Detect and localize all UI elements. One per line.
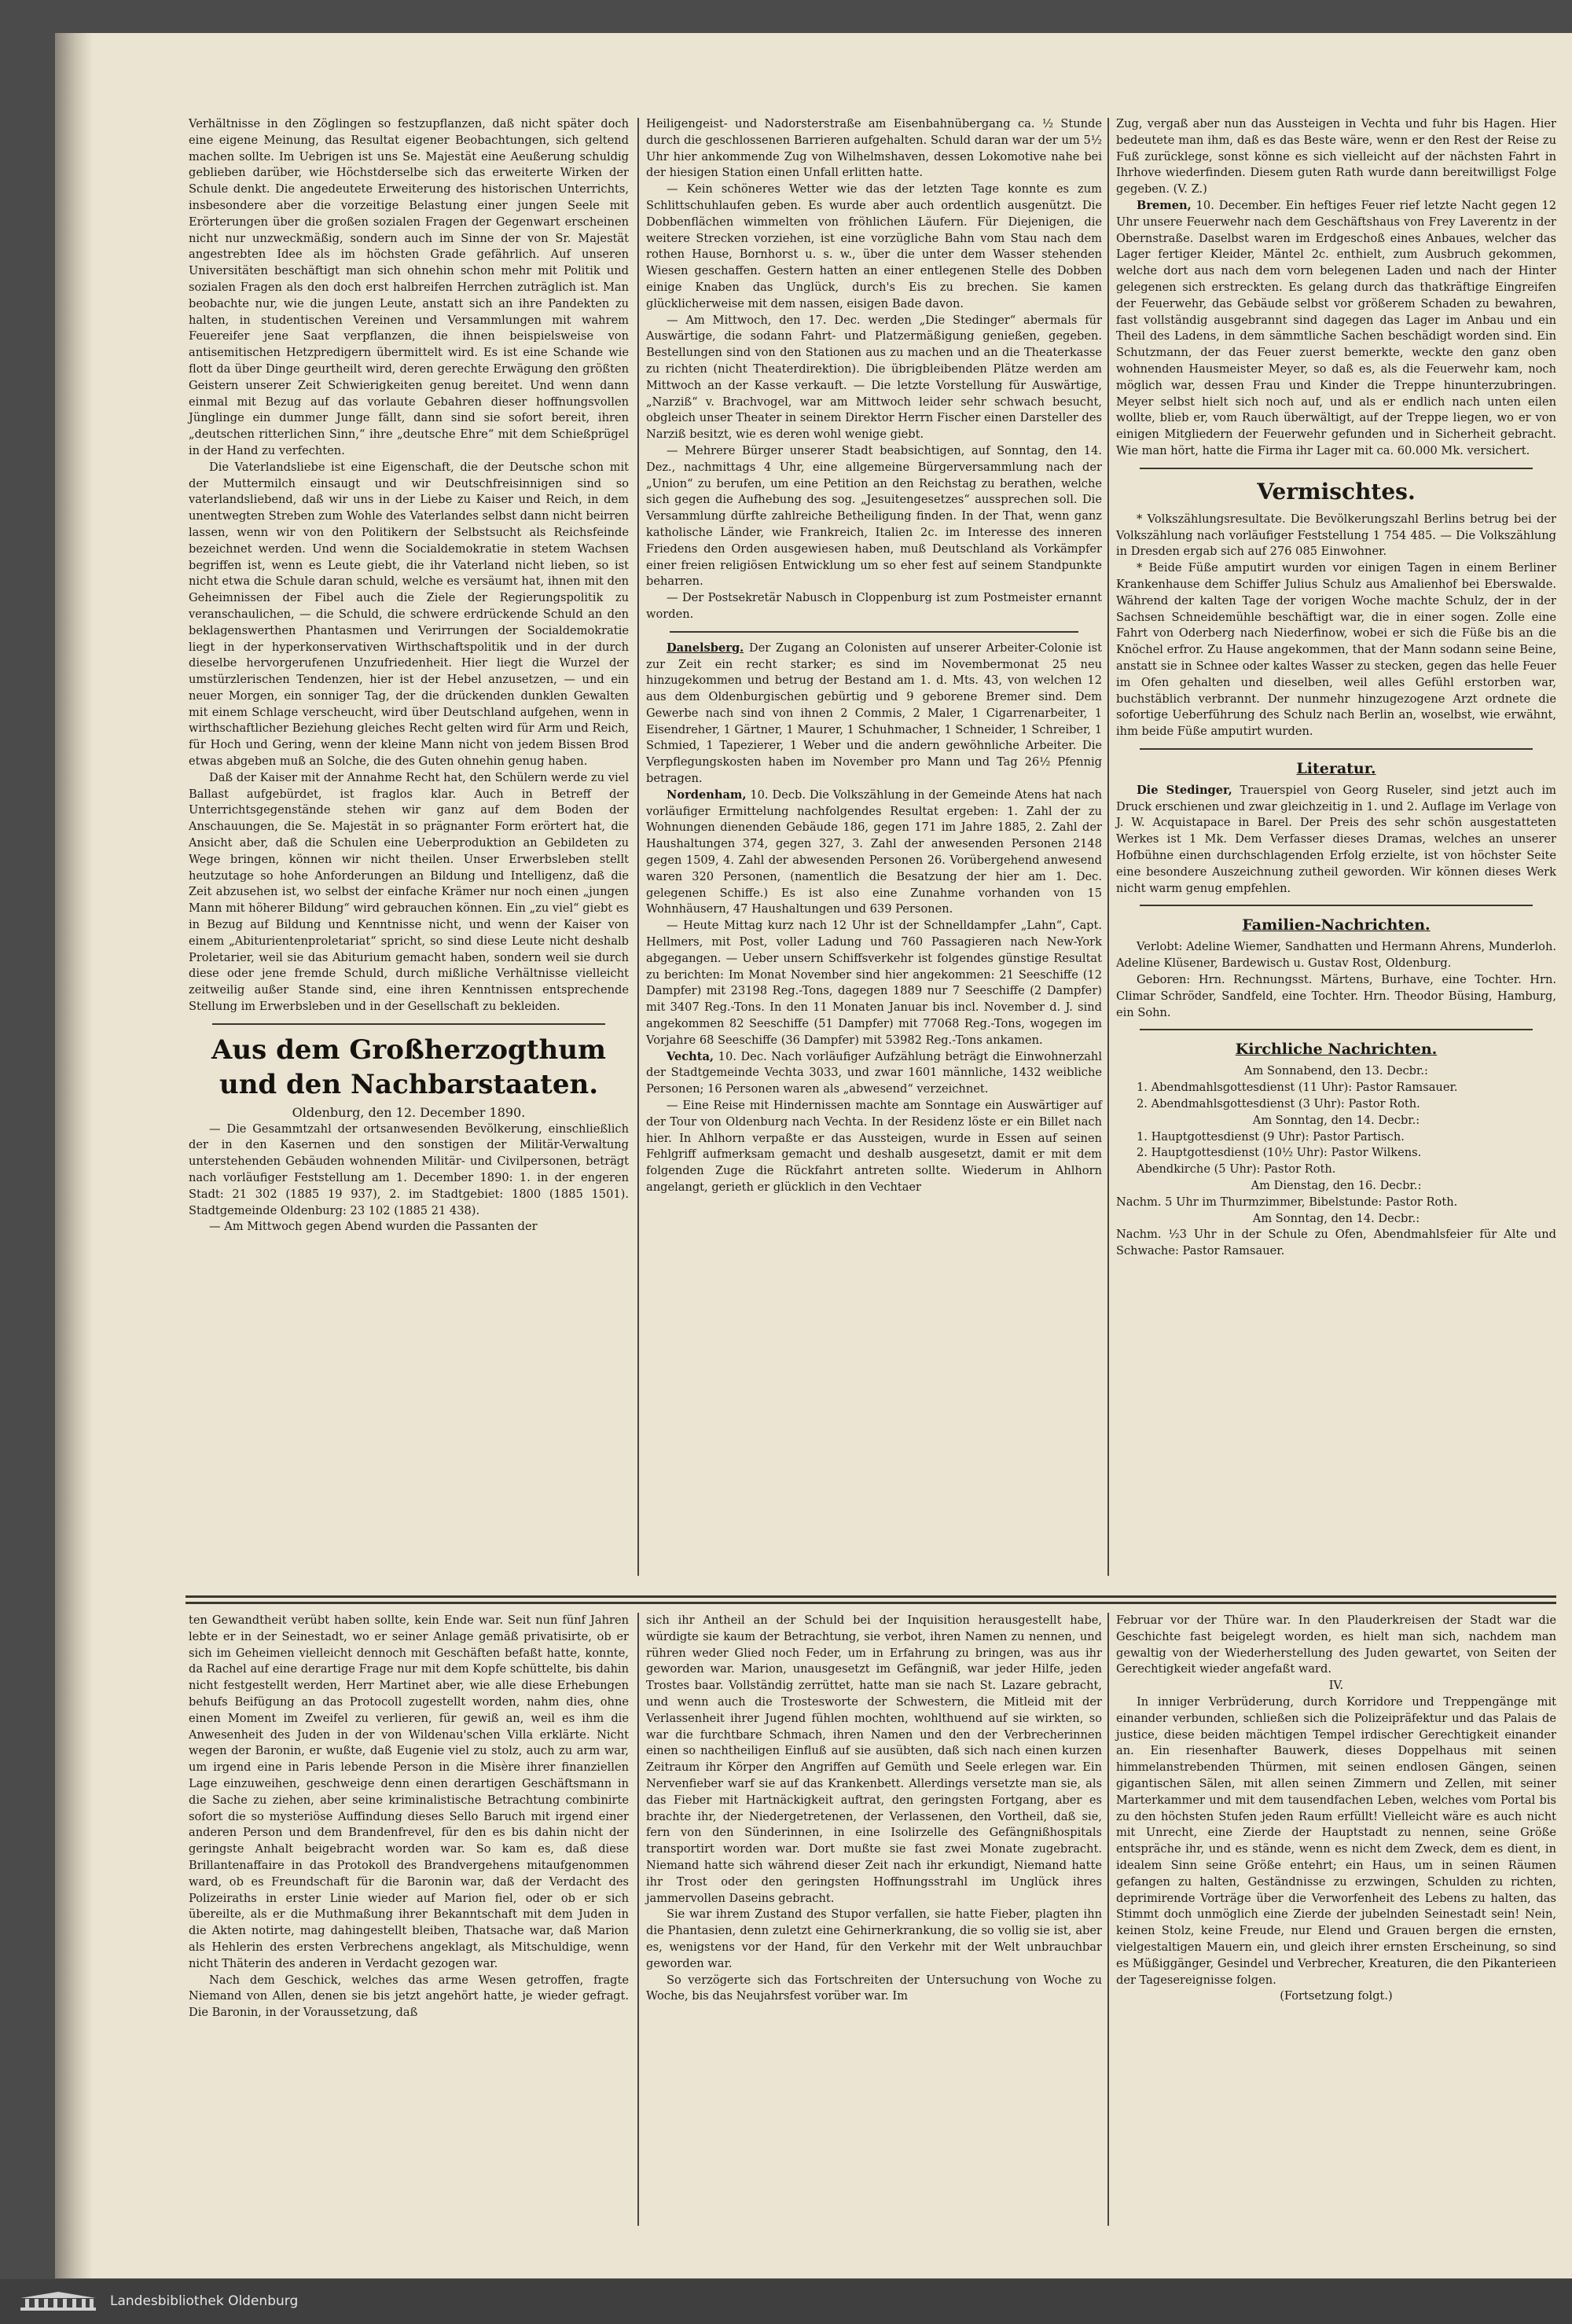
feuilleton-column-3 <box>1116 1613 1556 2005</box>
story-paragraph: Februar vor der Thüre war. In den Plauderkreisen der Stadt war die Geschichte fast beigelegt worden, es hielt man sich, nachdem man gewaltig von der Wiederherstellung des Juden gewartet, von Seiten der Gerechtigkeit wieder angefaßt ward. <box>1116 1614 1556 1676</box>
continuation-note: (Fortsetzung folgt.) <box>1280 1989 1393 2003</box>
article-paragraph: Die Vaterlandsliebe ist eine Eigenschaft, die der Deutsche schon mit der Muttermilch einsaugt und wir Deutschfreisinnigen sind so vaterlandsliebend, daß wir uns in der Liebe zu Kaiser und Reich, in dem unentwegten Streben zum Wohle des Vaterlandes selbst dann nicht beirren lassen, wenn wir von den Politikern der Selbstsucht als Reichsfeinde bezeichnet werden. Und wenn die Socialdemokratie in stetem Wachsen begriffen ist, wenn es Leute giebt, die ihr Vaterland nicht lieben, so ist nicht etwa die Schule daran schuld, welche es versäumt hat, ihnen mit den Geheimnissen der Fibel auch die Ziele der Regierungspolitik zu veranschaulichen, — die Schuld, die schwere erdrückende Schuld an den beklagenswerthen Phantasmen und Verirrungen der Socialdemokratie liegt in der hyperkonservativen Wirthschaftspolitik und in der durch dieselbe hervorgerufenen Unzufriedenheit. Hier liegt die Wurzel der umstürzlerischen Tendenzen, hier ist der Hebel anzusetzen, — und ein neuer Morgen, ein sonniger Tag, der die drückenden dunklen Gewalten mit einem Schlage verscheucht, wird über Deutschland aufgehen, wenn in wirthschaftlicher Beziehung gleiches Recht gelten wird für Arm und Reich, für Hoch und Gering, wenn der kleine Mann nicht von jedem Bissen Brod etwas abgeben muß an Solche, die des Guten ohnehin genug haben. <box>189 460 629 769</box>
article-paragraph: — Mehrere Bürger unserer Stadt beabsichtigen, auf Sonntag, den 14. Dez., nachmittags 4 Uhr, eine allgemeine Bürgerversammlung nach der „Union“ zu berufen, um eine Petition an den Reichstag zu berathen, welche sich gegen die Aufhebung des sog. „Jesuitengesetzes“ aussprechen soll. Die Versammlung dürfte zahlreiche Betheiligung finden. In der That, wenn ganz katholische Länder, wie Frankreich, Italien 2c. im Interesse des inneren Friedens den Orden ausgewiesen haben, muß Deutschland als Vorkämpfer einer freien religiösen Entwicklung um so eher fest auf seinem Standpunkte beharren. <box>646 443 1102 589</box>
book-title: Die Stedinger, <box>1137 783 1232 797</box>
article-text: 10. Decb. Die Volkszählung in der Gemeinde Atens hat nach vorläufiger Ermittelung nachfolgendes Resultat ergeben: 1. Zahl der zu Wohnungen dienenden Gebäude 186, gegen 171 im Jahre 1885, 2. Zahl der Haushaltungen 374, gegen 327, 3. Zahl der anwesenden Personen 2148 gegen 1509, 4. Zahl der abwesenden Personen 26. Vorübergehend anwesend waren 320 Personen, (namentlich die Besatzung der hier am 1. Dec. gelegenen Schiffe.) Es ist also eine Zunahme vorhanden von 15 Wohnhäusern, 47 Haushaltungen und 639 Personen. <box>646 788 1102 916</box>
article-text: 10. December. Ein heftiges Feuer rief letzte Nacht gegen 12 Uhr unsere Feuerwehr nach dem Geschäftshaus von Frey Laverentz in der Obernstraße. Daselbst waren im Erdgeschoß eines Anbaues, welcher das Lager fertiger Kleider, Mäntel 2c. enthielt, zum Ausbruch gekommen, welche dort aus nach dem vorn belegenen Laden und nach der Hinter gelegenen sich erstreckten. Es gelang durch das thatkräftige Eingreifen der Feuerwehr, das Gebäude selbst vor größerem Schaden zu bewahren, fast vollständig ausgebrannt sind dagegen das Lager im Anbau und ein Theil des Ladens, in dem sämmtliche Sachen beschädigt worden sind. Ein Schutzmann, der das Feuer zuerst bemerkte, weckte den ganz oben wohnenden Hausmeister Meyer, so daß es, als die Feuerwehr kam, noch möglich war, dessen Frau und Kinder die Treppe hinunterzubringen. Meyer selbst hielt sich noch auf, und als er endlich nach unten eilen wollte, blieb er, vom Rauch überwältigt, auf der Treppe liegen, wo er von einigen Mitgliedern der Feuerwehr gefunden und in Sicherheit gebracht. Wie man hört, hatte die Firma ihr Lager mit ca. 60.000 Mk. versichert. <box>1116 198 1556 457</box>
article-paragraph: Heiligengeist- und Nadorsterstraße am Eisenbahnübergang ca. ½ Stunde durch die geschlossenen Barrieren aufgehalten. Schuld daran war der um 5½ Uhr hier ankommende Zug von Wilhelmshaven, dessen Lokomotive nahe bei der hiesigen Station einen Unfall erlitten hatte. <box>646 117 1102 180</box>
article-paragraph: * Volkszählungsresultate. Die Bevölkerungszahl Berlins betrug bei der Volkszählung nach vorläufiger Feststellung 1 754 485. — Die Volkszählung in Dresden ergab sich auf 276 085 Einwohner. <box>1116 512 1556 559</box>
article-paragraph: — Der Postsekretär Nabusch in Cloppenburg ist zum Postmeister ernannt worden. <box>646 591 1102 621</box>
section-divider <box>1140 468 1533 469</box>
article-paragraph <box>646 788 1102 918</box>
column-rule <box>1107 118 1109 1576</box>
church-notice: 1. Abendmahlsgottesdienst (11 Uhr): Pastor Ramsauer. <box>1137 1081 1458 1095</box>
section-heading: Literatur. <box>1296 759 1376 777</box>
feuilleton-rule <box>185 1595 1556 1598</box>
story-paragraph: Sie war ihrem Zustand des Stupor verfallen, sie hatte Fieber, plagten ihn die Phantasien, denn zuletzt eine Gehirnerkrankung, die so vollig sie ist, aber es, wenigstens vor der Hand, für den Verkehr mit der Welt unbrauchbar geworden war. <box>646 1907 1102 1970</box>
church-notice: 2. Abendmahlsgottesdienst (3 Uhr): Pastor Roth. <box>1137 1097 1420 1111</box>
church-notice: Am Sonnabend, den 13. Decbr.: <box>1244 1064 1428 1078</box>
column-rule <box>637 1613 639 2226</box>
column-rule <box>637 118 639 1576</box>
column-1 <box>189 116 629 1235</box>
place-name: Vechta, <box>667 1049 714 1063</box>
section-heading: Kirchliche Nachrichten. <box>1235 1041 1438 1059</box>
church-notice: Abendkirche (5 Uhr): Pastor Roth. <box>1137 1162 1336 1177</box>
article-text: Der Zugang an Colonisten auf unserer Arbeiter-Colonie ist zur Zeit ein recht starker; es sind im Novembermonat 25 neu hinzugekommen und betrug der Bestand am 1. d. Mts. 43, von welchen 12 aus dem Oldenburgischen gebürtig und 9 geborene Bremer sind. Dem Gewerbe nach sind von ihnen 2 Commis, 2 Maler, 1 Cigarrenarbeiter, 1 Eisendreher, 1 Gärtner, 1 Maurer, 1 Schuhmacher, 1 Schneider, 1 Schreiber, 1 Schmied, 1 Tapezierer, 1 Weber und die andern gewöhnliche Arbeiter. Die Verpflegungskosten haben im November pro Mann und Tag 26½ Pfennig betragen. <box>646 641 1102 786</box>
article-paragraph: — Kein schöneres Wetter wie das der letzten Tage konnte es zum Schlittschuhlaufen geben. Es wurde aber auch ordentlich ausgenützt. Die Dobbenflächen wimmelten von fröhlichen Läufern. Für Diejenigen, die weitere Strecken vorziehen, ist eine vorzügliche Bahn vom Stau nach dem rothen Hause, Bornhorst u. s. w., über die unter dem Wasser stehenden Wiesen geschaffen. Gestern hatten an einer entlegenen Stelle des Dobben einige Knaben das Unglück, durch's Eis zu brechen. Sie kamen glücklicherweise mit dem nassen, eisigen Bade davon. <box>646 182 1102 310</box>
feuilleton-rule <box>185 1602 1556 1604</box>
article-paragraph <box>1116 198 1556 460</box>
article-paragraph: — Am Mittwoch gegen Abend wurden die Passanten der <box>209 1220 538 1234</box>
section-divider <box>1140 905 1533 906</box>
article-paragraph <box>1116 783 1556 898</box>
library-name[interactable]: Landesbibliothek Oldenburg <box>110 2293 299 2309</box>
section-heading: Aus dem Großherzogthum und den Nachbarstaaten. <box>211 1034 606 1100</box>
article-paragraph: — Eine Reise mit Hindernissen machte am Sonntage ein Auswärtiger auf der Tour von Oldenburg nach Vechta. In der Residenz löste er ein Billet nach hier. In Ahlhorn verpaßte er das Aussteigen, wurde in Essen auf seinen Fehlgriff aufmerksam gemacht und deshalb ausgesetzt, damit er mit dem folgenden Zuge die Rückfahrt antreten sollte. Wiederum in Ahlhorn angelangt, gerieth er glücklich in den Vechtaer <box>646 1099 1102 1194</box>
story-paragraph: ten Gewandtheit verübt haben sollte, kein Ende war. Seit nun fünf Jahren lebte er in der Seinestadt, wo er seiner Anlage gemäß privatisirte, ob er sich im Geheimen vielleicht dennoch mit Geschäften befaßt hatte, konnte, da Rachel auf eine derartige Frage nur mit dem Kopfe schüttelte, bis dahin nicht festgestellt werden, Herr Martinet aber, wie alle diese Erhebungen behufs Beifügung an das Protocoll zugestellt worden, nahm dies, ohne einen Moment im Zweifel zu verlieren, für gewiß an, weil es ihm die Anwesenheit des Juden in der von Wildenau'schen Villa erklärte. Nicht wegen der Baronin, er wußte, daß Eugenie viel zu stolz, auch zu arm war, um irgend eine in Paris lebende Person in die Misère ihrer finanziellen Lage einzuweihen, geschweige denn einen derartigen Geschäftsmann in die Sache zu ziehen, aber seine kriminalistische Betrachtung combinirte sofort die so mysteriöse Auffindung dieses Sello Baruch mit irgend einer anderen Person und dem Brandenfrevel, für den es bis dahin nicht der geringste Anhalt beigebracht worden war. So kam es, daß diese Brillantenaffaire in das Protokoll des Brandvergehens mitaufgenommen ward, ob es Freundschaft für die Baronin war, daß der Verdacht des Polizeiraths in erster Linie wieder auf Marion fiel, oder ob er sich übereilte, als er die Muthmaßung ihrer Bekanntschaft mit dem Juden in die Akten notirte, mag dahingestellt bleiben, Thatsache war, daß Marion als Hehlerin des ersten Verbrechens angeklagt, als Mitschuldige, wenn nicht Thäterin des anderen in Verdacht gezogen war. <box>189 1614 629 1970</box>
article-paragraph: Daß der Kaiser mit der Annahme Recht hat, den Schülern werde zu viel Ballast aufgebürdet, ist fraglos klar. Auch in Betreff der Unterrichtsgegenstände stehen wir ganz auf dem Boden der Anschauungen, die Se. Majestät in so prägnanter Form erörtert hat, die Ansicht aber, daß die Schulen eine Ueberproduktion an Gebildeten zu Wege bringen, können wir nicht theilen. Unser Erwerbsleben stellt heutzutage so hohe Anforderungen an Bildung und Intelligenz, daß die Zeit abzusehen ist, wo selbst der einfache Krämer nur noch einen „jungen Mann mit höherer Bildung“ wird gebrauchen können. Ein „zu viel“ giebt es in Bezug auf Bildung und Kenntnisse nicht, und wenn der Kaiser von einem „Abiturientenproletariat“ spricht, so sind diese Leute nicht deshalb Proletarier, weil sie das Abiturium gemacht haben, sondern weil sie durch diese oder jene fremde Schuld, durch mißliche Verhältnisse vielleicht zeitweilig außer Stande sind, eine ihren Kenntnissen entsprechende Stellung im Erwerbsleben und in der Gesellschaft zu bekleiden. <box>189 770 629 1014</box>
section-divider <box>670 631 1078 633</box>
viewer-footer <box>0 2279 1572 2324</box>
place-name: Danelsberg. <box>667 641 744 655</box>
feuilleton-column-2 <box>646 1613 1102 2005</box>
story-paragraph: sich ihr Antheil an der Schuld bei der Inquisition herausgestellt habe, würdigte sie kaum der Betrachtung, sie verbot, ihren Namen zu nennen, und rühren weder Glied noch Feder, um in Erfahrung zu bringen, was aus ihr geworden war. Marion, unausgesetzt im Gefängniß, war jeder Hilfe, jeden Trostes baar. Vollständig zerrüttet, hatte man sie nach St. Lazare gebracht, und wenn auch die Trostesworte der Schwestern, die Mitleid mit der Verlassenheit ihrer Jugend fühlen mochten, wohlthuend auf sie wirkten, so war die furchtbare Schmach, ihren Namen und den der Verbrecherinnen einen so nachtheiligen Einfluß auf sie ausübten, daß sich nach einen kurzen Zeitraum ihr Körper den Angriffen auf Gemüth und Seele erlegen war. Ein Nervenfieber warf sie auf das Krankenbett. Allerdings versetzte man sie, als das Fieber mit Hartnäckigkeit auftrat, den geringsten Fortgang, aber es brachte ihr, der Niedergetretenen, der Verlassenen, den Vortheil, daß sie, fern von den Sünderinnen, in eine Isolirzelle des Gefängnißhospitals transportirt worden war. Dort mußte sie fast zwei Monate zugebracht. Niemand hatte sich während dieser Zeit nach ihr erkundigt, Niemand hatte ihr Trost oder den geringsten Hoffnungsstrahl im Unglück ihres jammervollen Daseins gebracht. <box>646 1614 1102 1905</box>
section-heading: Familien-Nachrichten. <box>1242 916 1431 934</box>
chapter-number: IV. <box>1328 1679 1344 1693</box>
church-notice: Am Sonntag, den 14. Decbr.: <box>1252 1113 1420 1127</box>
article-paragraph <box>646 641 1102 788</box>
feuilleton-column-1 <box>189 1613 629 2021</box>
church-notice: Nachm. 5 Uhr im Thurmzimmer, Bibelstunde: Pastor Roth. <box>1116 1195 1458 1209</box>
article-paragraph <box>646 1049 1102 1098</box>
column-2 <box>646 116 1102 1196</box>
column-rule <box>1107 1613 1109 2226</box>
column-3 <box>1116 116 1556 1260</box>
place-name: Bremen, <box>1137 198 1192 212</box>
family-notice: Verlobt: Adeline Wiemer, Sandhatten und Hermann Ahrens, Munderloh. Adeline Klüsener, Bardewisch u. Gustav Rost, Oldenburg. <box>1116 940 1556 971</box>
article-paragraph: — Heute Mittag kurz nach 12 Uhr ist der Schnelldampfer „Lahn“, Capt. Hellmers, mit Post, voller Ladung und 760 Passagieren nach New-York abgegangen. — Ueber unsern Schiffsverkehr ist folgendes günstige Resultat zu berichten: Im Monat November sind hier angekommen: 21 Seeschiffe (12 Dampfer) mit 23198 Reg.-Tons, dagegen 1889 nur 7 Seeschiffe (2 Dampfer) mit 3407 Reg.-Tons. In den 11 Monaten Januar bis incl. November d. J. sind angekommen 82 Seeschiffe (51 Dampfer) mit 77068 Reg.-Tons, wogegen im Vorjahre 68 Seeschiffe (36 Dampfer) mit 53982 Reg.-Tons ankamen. <box>646 919 1102 1047</box>
church-notice: Nachm. ½3 Uhr in der Schule zu Ofen, Abendmahlsfeier für Alte und Schwache: Pastor Ramsauer. <box>1116 1228 1556 1258</box>
section-heading: Vermischtes. <box>1257 478 1416 505</box>
article-paragraph: * Beide Füße amputirt wurden vor einigen Tagen in einem Berliner Krankenhause dem Schiffer Julius Schulz aus Amalienhof bei Eberswalde. Während der kalten Tage der vorigen Woche machte Schulz, der in der Sachsen Schneidemühle beschäftigt war, die in einer sogen. Zolle eine Fahrt von Oderberg nach Niederfinow, wobei er sich die Füße bis an die Knöchel erfror. Zu Hause angekommen, that der Mann sodann seine Beine, anstatt sie in Schnee oder kaltes Wasser zu stecken, gegen das helle Feuer im Ofen gehalten und dieselben, weil alles Gefühl erstorben war, buchstäblich verbrannt. Der nunmehr hinzugezogene Arzt ordnete die sofortige Ueberführung des Schulz nach Berlin an, woselbst, wie erwähnt, ihm beide Füße amputirt wurden. <box>1116 561 1556 739</box>
family-notice: Geboren: Hrn. Rechnungsst. Märtens, Burhave, eine Tochter. Hrn. Climar Schröder, Sandfeld, eine Tochter. Hrn. Theodor Büsing, Hamburg, ein Sohn. <box>1116 973 1556 1019</box>
church-notice: 2. Hauptgottesdienst (10½ Uhr): Pastor Wilkens. <box>1137 1146 1422 1160</box>
page-gutter-shadow <box>55 33 93 2278</box>
article-text: Trauerspiel von Georg Ruseler, sind jetzt auch im Druck erschienen und zwar gleichzeitig in 1. und 2. Auflage im Verlage von J. W. Acquistapace in Barel. Der Preis des sehr schön ausgestatteten Werkes ist 1 Mk. Dem Verfasser dieses Dramas, welches an unserer Hofbühne einen durchschlagenden Erfolg erzielte, ist von höchster Seite eine besondere Auszeichnung zutheil geworden. Wir können dieses Werk nicht warm genug empfehlen. <box>1116 783 1556 895</box>
place-name: Nordenham, <box>667 788 747 802</box>
church-notice: 1. Hauptgottesdienst (9 Uhr): Pastor Partisch. <box>1137 1129 1405 1144</box>
section-divider <box>212 1023 605 1025</box>
story-paragraph: So verzögerte sich das Fortschreiten der Untersuchung von Woche zu Woche, bis das Neujahrsfest vorüber war. Im <box>646 1973 1102 2003</box>
article-paragraph: — Am Mittwoch, den 17. Dec. werden „Die Stedinger“ abermals für Auswärtige, die sodann Fahrt- und Platzermäßigung genießen, gegeben. Bestellungen sind von den Stationen aus zu machen und an die Theaterkasse zu richten (nicht Theaterdirektion). Die übrigbleibenden Plätze werden am Mittwoch an der Kasse verkauft. — Die letzte Vorstellung für Auswärtige, „Narziß“ v. Brachvogel, war am Mittwoch leider sehr schwach besucht, obgleich unser Theater in seinem Direktor Herrn Fischer einen Darsteller des Narziß besitzt, wie es deren wohl wenige giebt. <box>646 313 1102 442</box>
article-text: 10. Dec. Nach vorläufiger Aufzählung beträgt die Einwohnerzahl der Stadtgemeinde Vechta 3033, und zwar 1601 männliche, 1432 weibliche Personen; 16 Personen waren als „abwesend“ verzeichnet. <box>646 1049 1102 1096</box>
dateline: Oldenburg, den 12. December 1890. <box>292 1104 526 1120</box>
article-paragraph: — Die Gesammtzahl der ortsanwesenden Bevölkerung, einschließlich der in den Kasernen und den sonstigen der Militär-Verwaltung unterstehenden Gebäuden wohnenden Militär- und Civilpersonen, beträgt nach vorläufiger Feststellung am 1. December 1890: 1. in der engeren Stadt: 21 302 (1885 19 937), 2. im Stadtgebiet: 1800 (1885 1501). Stadtgemeinde Oldenburg: 23 102 (1885 21 438). <box>189 1122 629 1217</box>
section-divider <box>1140 748 1533 750</box>
section-divider <box>1140 1029 1533 1030</box>
church-notice: Am Sonntag, den 14. Decbr.: <box>1252 1211 1420 1225</box>
story-paragraph: In inniger Verbrüderung, durch Korridore und Treppengänge mit einander verbunden, schließen sich die Polizeipräfektur und das Palais de justice, diese beiden mächtigen Tempel irdischer Gerechtigkeit einander an. Ein riesenhafter Bauwerk, dieses Doppelhaus mit seinen himmelanstrebenden Thürmen, mit seinen endlosen Gängen, seinen gigantischen Sälen, mit allen seinen Zimmern und Zellen, mit seiner Marterkammer und mit dem tausendfachen Leben, welches vom Portal bis zu den höchsten Stufen jeden Raum erfüllt! Vielleicht wäre es auch nicht mit Unrecht, eine Zierde der Hauptstadt zu nennen, seine Größe entspräche ihr, und es stände, wenn es nicht dem Zweck, dem es dient, in idealem Sinn seine Größe entehrt; ein Haus, um in seinen Räumen gefangen zu halten, Geständnisse zu erzwingen, Schulden zu richten, deprimirende Vorträge über die Verworfenheit des Lebens zu halten, das Stimmt doch unmöglich eine Zierde der jubelnden Seinestadt sein! Nein, keinen Stolz, keine Freude, nur Elend und Grauen bergen die ernsten, vielgestaltigen Mauern ein, und gleich ihrer ernsten Erscheinung, so sind es Müßiggänger, Gesindel und Verbrecher, Kreaturen, die den Pikanterieen der Tagesereignisse folgen. <box>1116 1694 1556 1987</box>
article-paragraph: Verhältnisse in den Zöglingen so festzupflanzen, daß nicht später doch eine eigene Meinung, das Resultat eigener Beobachtungen, sich geltend machen sollte. Im Uebrigen ist uns Se. Majestät eine Aeußerung schuldig geblieben darüber, wie Höchstderselbe sich das erweiterte Wirken der Schule denkt. Die angedeutete Erweiterung des historischen Unterrichts, insbesondere aber die vorzeitige Belastung einer jungen Seele mit Erörterungen über die großen sozialen Fragen der Gegenwart erscheinen nicht nur unzweckmäßig, sondern auch im Sinne der von Sr. Majestät angestrebten Idee als im höchsten Grade gefährlich. Auf unseren Universitäten beschäftigt man sich ohnehin schon mehr mit Politik und sozialen Fragen als den doch erst halbreifen Herrchen zuträglich ist. Man beobachte nur, wie die jungen Leute, anstatt sich an ihre Pandekten zu halten, in studentischen Vereinen und Versammlungen mit wahrem Feuereifer jene Saat verpflanzen, die ihnen beispielsweise von antisemitischen Hetzpredigern übermittelt wird. Es ist eine Schande wie flott da über Dinge geurtheilt wird, deren gerechte Erwägung den größten Geistern unserer Zeit Schwierigkeiten genug bereitet. Und wenn dann einmal mit Bezug auf das vorlaute Gebahren dieser hoffnungsvollen Jünglinge ein dummer Junge fällt, dann sind sie sofort bereit, ihren „deutschen ritterlichen Sinn,“ ihre „deutsche Ehre“ mit dem Schießprügel in der Hand zu verfechten. <box>189 117 629 457</box>
library-logo-icon <box>19 2290 97 2312</box>
story-paragraph: Nach dem Geschick, welches das arme Wesen getroffen, fragte Niemand von Allen, denen sie bis jetzt angehört hatte, je wieder gefragt. Die Baronin, in der Voraussetzung, daß <box>189 1973 629 2020</box>
article-paragraph: Zug, vergaß aber nun das Aussteigen in Vechta und fuhr bis Hagen. Hier bedeutete man ihm, daß es das Beste wäre, wenn er den Rest der Reise zu Fuß zurücklege, sonst könne es sich vielleicht auf der nächsten Fahrt in Ihrhove wiederfinden. Diesem guten Rath wurde dann bereitwilligst Folge gegeben. (V. Z.) <box>1116 117 1556 196</box>
church-notice: Am Dienstag, den 16. Decbr.: <box>1251 1179 1422 1193</box>
